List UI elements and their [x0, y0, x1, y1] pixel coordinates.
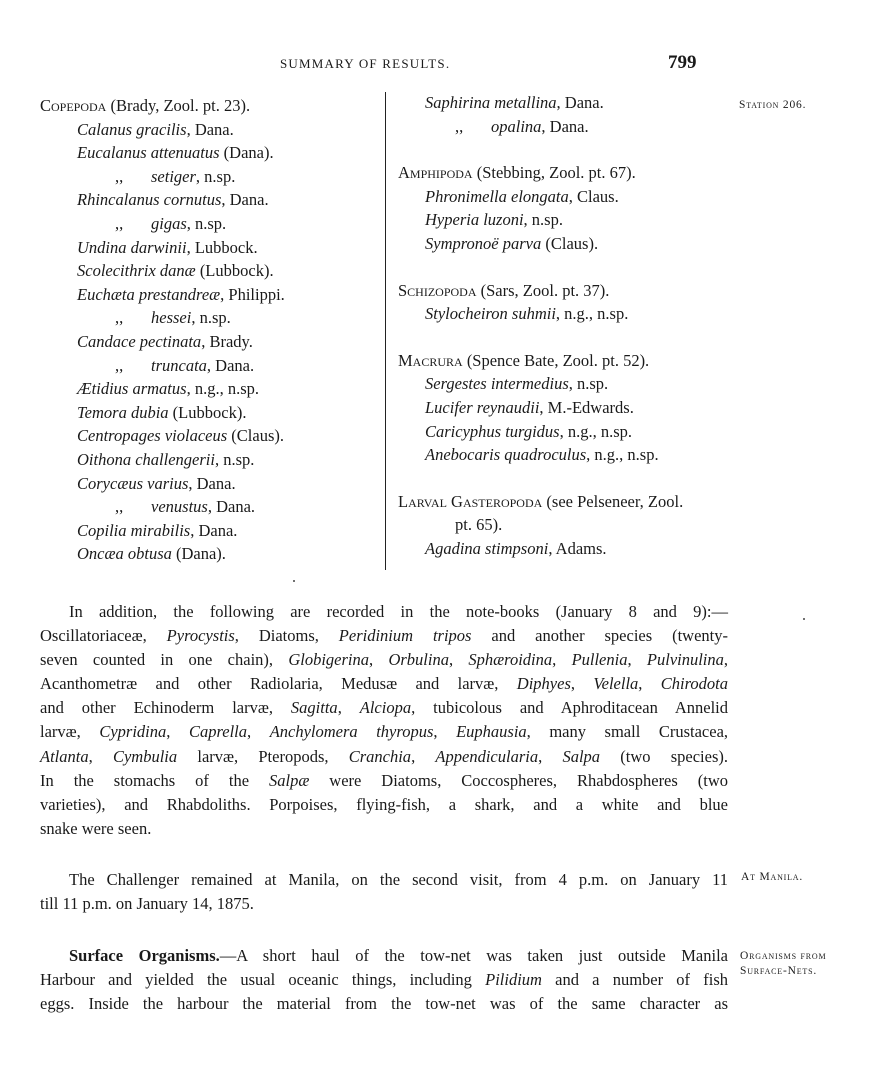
species-authority: (Dana).	[171, 544, 226, 564]
species-entry	[40, 542, 380, 566]
species-entry	[40, 424, 380, 448]
column-divider	[385, 92, 386, 570]
species-name: Candace pectinata	[77, 331, 202, 351]
species-entry	[398, 443, 728, 467]
species-authority: , Brady.	[201, 331, 253, 351]
species-entry	[40, 401, 380, 425]
species-entry	[398, 420, 728, 444]
species-authority: , Philippi.	[220, 284, 285, 304]
species-authority: , Dana.	[186, 119, 234, 139]
amphipoda-species-list	[398, 185, 728, 256]
at-manila-margin-note: At Manila.	[741, 871, 804, 883]
speck	[293, 580, 295, 582]
species-entry	[40, 495, 380, 519]
species-name: Undina darwinii	[77, 237, 187, 257]
species-entry	[40, 165, 380, 189]
species-authority: , Dana.	[541, 116, 589, 136]
species-name: Eucalanus attenuatus	[77, 143, 220, 163]
organisms-margin-note: Organisms from Surface-Nets.	[740, 950, 827, 977]
saphirina-list	[398, 91, 728, 138]
species-entry	[398, 115, 728, 139]
species-entry	[40, 330, 380, 354]
species-authority: (Dana).	[219, 143, 274, 163]
species-authority: , Adams.	[548, 538, 607, 558]
macrura-heading: Macrura (Spence Bate, Zool. pt. 52).	[398, 350, 650, 370]
surface-organisms-paragraph: Surface Organisms.—A short haul of the tow-net was taken just outside Manila Harbour and yielded the usual oceanic things, including Pilidium and a number of fish eggs. Inside the harbour the material from the tow-net was of the same character as	[40, 946, 728, 1014]
species-authority: , Dana.	[556, 93, 604, 112]
species-name: Rhincalanus cornutus	[77, 190, 222, 210]
species-authority: , Dana.	[206, 355, 255, 375]
left-column	[40, 94, 380, 566]
species-entry	[40, 118, 380, 142]
species-name: Calanus gracilis	[77, 119, 187, 139]
species-authority: (Claus).	[541, 233, 599, 253]
species-entry	[40, 236, 380, 260]
species-entry	[40, 448, 380, 472]
gasteropoda-heading-cont: pt. 65).	[455, 515, 503, 535]
species-name: hessei	[151, 308, 192, 328]
species-authority: (Lubbock).	[168, 402, 247, 422]
species-authority: , Dana.	[207, 497, 256, 517]
species-authority: , Claus.	[568, 186, 619, 206]
schizopoda-species-list	[398, 302, 728, 326]
species-name: Saphirina metallina	[425, 93, 557, 112]
species-entry	[40, 188, 380, 212]
right-column	[398, 91, 728, 561]
species-name: Phronimella elongata	[425, 186, 569, 206]
species-authority: , n.g., n.sp.	[555, 304, 629, 324]
species-authority: , Lubbock.	[186, 237, 258, 257]
species-entry	[398, 185, 728, 209]
species-authority: , Dana.	[188, 473, 236, 493]
species-entry	[40, 306, 380, 330]
gasteropoda-heading: Larval Gasteropoda (see Pelseneer, Zool.	[398, 491, 684, 511]
species-name: venustus	[151, 497, 208, 517]
page-number: 799	[668, 52, 697, 73]
species-name: Centropages violaceus	[77, 426, 228, 446]
species-name: setiger	[151, 166, 196, 186]
speck	[803, 618, 805, 620]
species-name: Hyperia luzoni	[425, 210, 524, 230]
species-authority: , n.sp.	[568, 374, 609, 394]
species-authority: , n.sp.	[214, 449, 255, 469]
species-authority: (Lubbock).	[195, 261, 274, 281]
amphipoda-heading: Amphipoda (Stebbing, Zool. pt. 67).	[398, 163, 636, 183]
species-name: Oncæa obtusa	[77, 544, 172, 564]
species-entry	[40, 519, 380, 543]
ditto-mark: ,,	[115, 213, 124, 233]
species-name: Lucifer reynaudii	[425, 397, 540, 417]
species-name: Euchæta prestandreæ	[77, 284, 221, 304]
species-name: Sergestes intermedius	[425, 374, 569, 394]
species-authority: , n.sp.	[191, 308, 231, 328]
ditto-mark: ,,	[115, 355, 124, 375]
section-lead: Surface Organisms.	[69, 946, 220, 965]
species-entry	[398, 232, 728, 256]
species-name: Scolecithrix danæ	[77, 261, 196, 281]
species-name: Stylocheiron suhmii	[425, 304, 556, 324]
species-entry	[40, 259, 380, 283]
copepoda-species-list	[40, 118, 380, 566]
species-name: Corycæus varius	[77, 473, 189, 493]
species-name: Copilia mirabilis	[77, 520, 191, 540]
species-entry	[398, 372, 728, 396]
ditto-mark: ,,	[115, 308, 124, 328]
species-name: Ætidius armatus	[77, 379, 187, 399]
species-entry	[40, 354, 380, 378]
station-margin-note: Station 206.	[739, 99, 807, 111]
page-header	[0, 54, 880, 76]
manila-paragraph: The Challenger remained at Manila, on the second visit, from 4 p.m. on January 11 till 11 p.m. on January 14, 1875.	[40, 870, 728, 914]
species-entry	[40, 283, 380, 307]
species-entry	[40, 212, 380, 236]
species-authority: (Claus).	[227, 426, 284, 446]
notebook-paragraph: In addition, the following are recorded in the note-books (January 8 and 9):— Oscillatoriaceæ, Pyrocystis, Diatoms, Peridinium tripos and another species (twenty- seven counted in one chain), Globigerina, Orbulina, Sphæroidina, Pullenia, Pulvinulina, Acanthometræ and other Radiolaria, Medusæ and larvæ, Diphyes, Velella, Chirodota and other Echinoderm larvæ, Sagitta, Alciopa, tubicolous and Aphroditacean Annelid larvæ, Cypridina, Caprella, Anchylomera thyropus, Euphausia, many small Crustacea, Atlanta, Cymbulia larvæ, Pteropods, Cranchia, Appendicularia, Salpa (two species). In the stomachs of the Salpæ were Diatoms, Coccospheres, Rhabdospheres (two varieties), and Rhabdoliths. Porpoises, flying-fish, a shark, and a white and blue snake were seen.	[40, 602, 729, 838]
species-authority: , M.-Edwards.	[539, 397, 634, 417]
species-name: Caricyphus turgidus	[425, 421, 560, 441]
species-name: opalina	[491, 116, 542, 136]
ditto-mark: ,,	[115, 166, 124, 186]
species-name: Temora dubia	[77, 402, 169, 422]
species-entry	[398, 91, 728, 115]
running-title: SUMMARY OF RESULTS.	[280, 56, 451, 71]
species-authority: , n.sp.	[195, 166, 236, 186]
schizopoda-heading: Schizopoda (Sars, Zool. pt. 37).	[398, 280, 610, 300]
copepoda-heading: Copepoda (Brady, Zool. pt. 23).	[40, 96, 251, 115]
species-authority: , n.g., n.sp.	[559, 421, 633, 441]
species-authority: , Dana.	[190, 520, 238, 540]
species-entry	[40, 141, 380, 165]
gasteropoda-species-list	[398, 537, 728, 561]
species-authority: , Dana.	[221, 190, 269, 210]
ditto-mark: ,,	[455, 116, 464, 136]
macrura-species-list	[398, 372, 728, 466]
species-authority: , n.g., n.sp.	[586, 445, 659, 465]
species-name: Anebocaris quadroculus	[425, 445, 587, 465]
species-name: Sympronoë parva	[425, 233, 542, 253]
species-entry	[398, 208, 728, 232]
species-name: Oithona challengerii	[77, 449, 215, 469]
species-entry	[40, 472, 380, 496]
species-name: Agadina stimpsoni	[425, 538, 549, 558]
ditto-mark: ,,	[115, 497, 124, 517]
species-entry	[398, 302, 728, 326]
species-entry	[398, 396, 728, 420]
species-name: gigas	[151, 213, 187, 233]
species-authority: , n.g., n.sp.	[186, 379, 259, 399]
species-entry	[40, 377, 380, 401]
species-authority: , n.sp.	[186, 213, 227, 233]
species-name: truncata	[151, 355, 207, 375]
species-authority: , n.sp.	[523, 210, 563, 230]
species-entry	[398, 537, 728, 561]
